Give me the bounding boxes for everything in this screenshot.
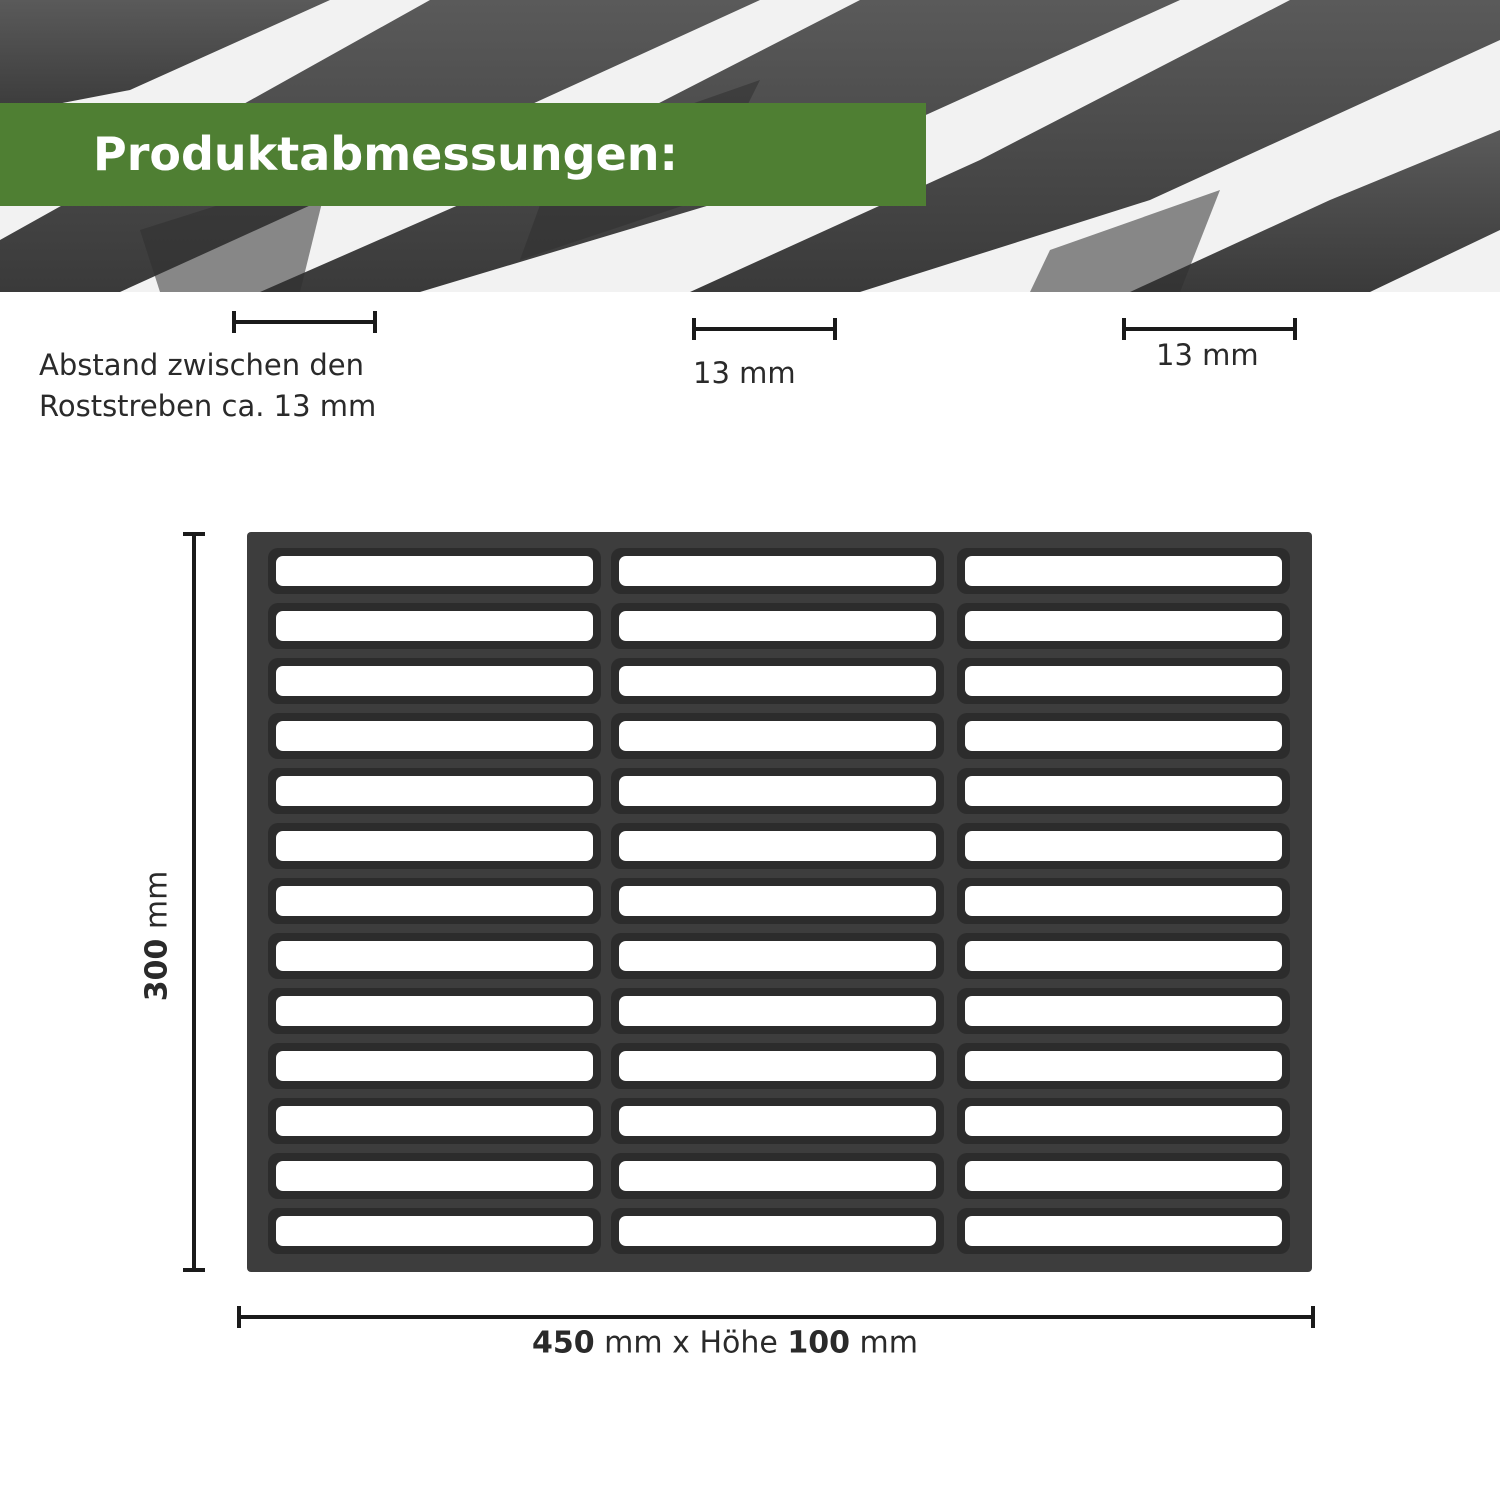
grate-slot — [619, 721, 936, 751]
grate-slot — [276, 776, 593, 806]
grate-slot — [619, 831, 936, 861]
depth-value: 100 — [787, 1325, 850, 1361]
width-height-connector: mm x Höhe — [594, 1325, 788, 1361]
grate-slot — [276, 1051, 593, 1081]
grate-slot — [965, 1216, 1282, 1246]
grate-slot — [619, 941, 936, 971]
grate-slot — [965, 556, 1282, 586]
width-dimension-line — [237, 1315, 1315, 1319]
grate-slot — [619, 666, 936, 696]
grate-slot — [619, 1216, 936, 1246]
spacing-label-line1: Abstand zwischen den — [39, 348, 365, 382]
grate-slot — [965, 666, 1282, 696]
grate-slot — [276, 1216, 593, 1246]
grate-slot — [619, 776, 936, 806]
grate-slot — [619, 1161, 936, 1191]
grate-drawing — [247, 532, 1312, 1272]
grate-slot — [276, 611, 593, 641]
height-dimension-line — [192, 532, 196, 1272]
grate-slot — [619, 886, 936, 916]
spacing-measure-mid: 13 mm — [693, 356, 796, 390]
grate-slot — [276, 1106, 593, 1136]
grate-slot — [276, 996, 593, 1026]
page-title: Produktabmessungen: — [93, 127, 678, 181]
grate-slot — [965, 611, 1282, 641]
grate-slot — [965, 886, 1282, 916]
height-unit: mm — [139, 870, 175, 939]
spacing-indicator-right — [1122, 327, 1297, 331]
grate-slot — [276, 1161, 593, 1191]
grate-slot — [619, 996, 936, 1026]
grate-slot — [276, 831, 593, 861]
spacing-indicator-mid — [692, 327, 837, 331]
title-banner — [0, 103, 926, 206]
height-dimension-label — [140, 871, 175, 1002]
spacing-measure-right: 13 mm — [1156, 338, 1259, 372]
grate-slot — [276, 941, 593, 971]
grate-slot — [965, 831, 1282, 861]
height-value: 300 — [139, 938, 175, 1002]
grate-slot — [619, 556, 936, 586]
grate-slot — [619, 1051, 936, 1081]
spacing-label-line2: Roststreben ca. 13 mm — [39, 389, 377, 423]
grate-slot — [619, 1106, 936, 1136]
spacing-indicator-left — [232, 320, 377, 324]
depth-unit: mm — [850, 1325, 918, 1361]
width-dimension-label — [532, 1326, 918, 1361]
grate-slot — [965, 721, 1282, 751]
grate-slot — [965, 1051, 1282, 1081]
grate-slot — [965, 1161, 1282, 1191]
grate-slot — [965, 776, 1282, 806]
grate-slot — [965, 1106, 1282, 1136]
grate-slot — [276, 666, 593, 696]
grate-slot — [965, 941, 1282, 971]
grate-svg — [247, 532, 1312, 1272]
grate-slot — [276, 886, 593, 916]
width-value: 450 — [532, 1325, 595, 1361]
grate-slot — [276, 721, 593, 751]
grate-slot — [619, 611, 936, 641]
grate-slot — [276, 556, 593, 586]
grate-slot — [965, 996, 1282, 1026]
